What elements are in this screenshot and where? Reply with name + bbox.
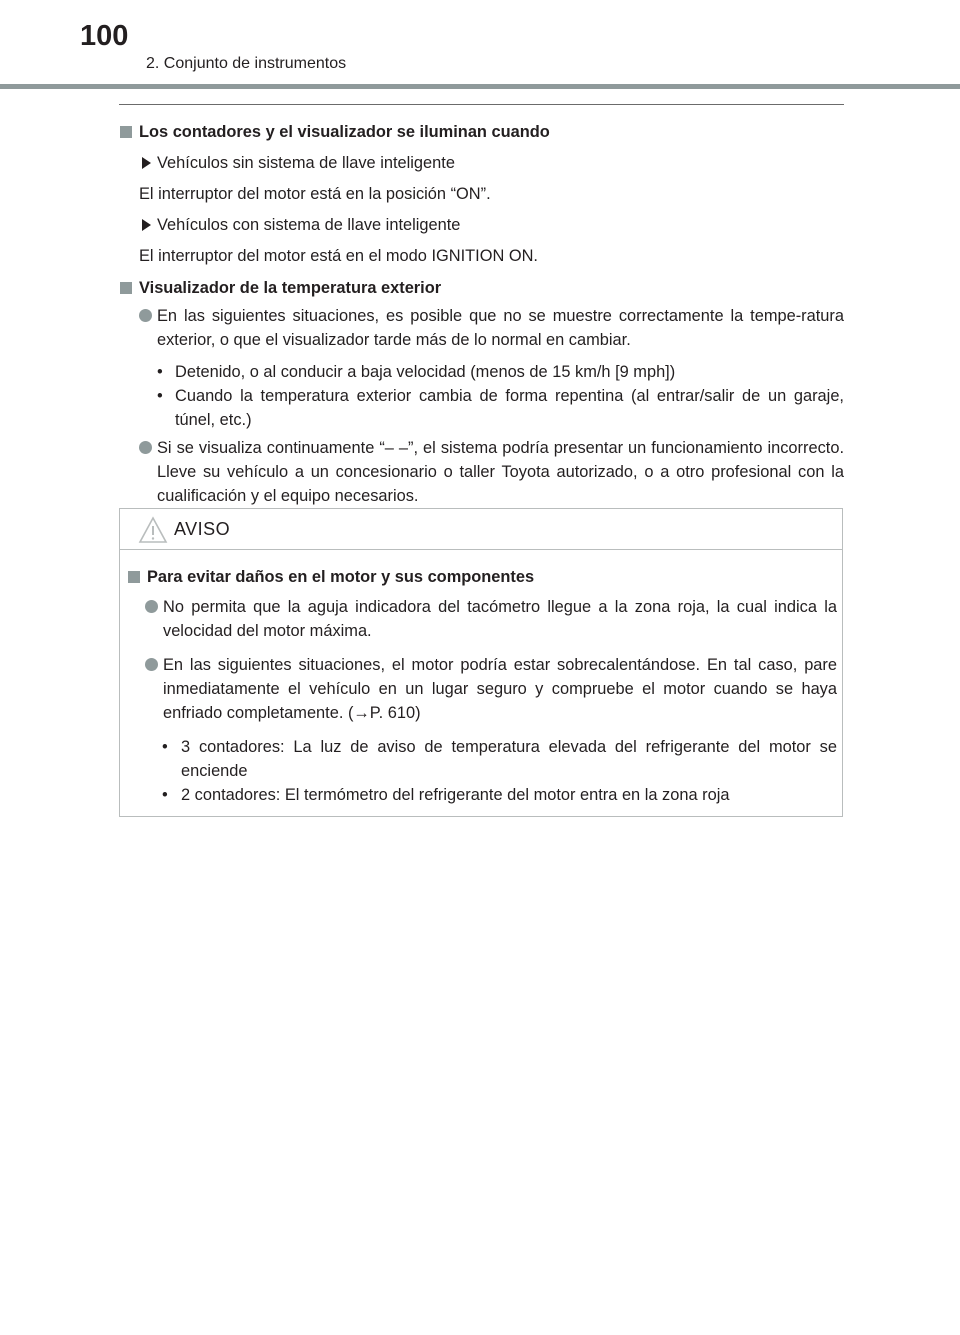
bullet-item: No permita que la aguja indicadora del tacómetro llegue a la zona roja, la cual indica la velocidad del motor máxima. [127,595,837,643]
condition-item: Vehículos con sistema de llave inteligente [119,213,844,237]
sub-bullet-marker: • [162,738,168,756]
circle-bullet-icon [145,658,158,671]
warning-body [127,565,837,807]
sub-item: • 2 contadores: El termómetro del refrigerante del motor entra en la zona roja [127,783,837,807]
triangle-right-icon [142,219,151,231]
sub-item: • Detenido, o al conducir a baja velocidad (menos de 15 km/h [9 mph]) [119,360,844,384]
warning-heading: Para evitar daños en el motor y sus componentes [127,565,837,589]
section-rule [119,104,844,105]
warning-title: AVISO [174,519,231,539]
paragraph: El interruptor del motor está en la posición “ON”. [139,185,491,203]
sub-bullet-marker: • [157,387,163,405]
chapter-title: 2. Conjunto de instrumentos [146,55,347,72]
bullet-item: En las siguientes situaciones, el motor podría estar sobrecalentándose. En tal caso, pare inmediatamente el vehículo en un lugar seguro y compruebe el motor cuando se haya enfriado completamente. (→P. 610) [127,653,837,725]
main-content [119,116,844,508]
circle-bullet-icon [145,600,158,613]
square-bullet-icon [128,571,140,583]
warning-box [119,508,843,817]
condition-item: Vehículos sin sistema de llave inteligente [119,151,844,175]
section-heading-illumination: Los contadores y el visualizador se iluminan cuando [119,120,844,144]
page-header [0,0,960,84]
paragraph: El interruptor del motor está en el modo IGNITION ON. [139,247,538,265]
bullet-item: Si se visualiza continuamente “– –”, el sistema podría presentar un funcionamiento incorrecto. Lleve su vehículo a un concesionario o taller Toyota autorizado, o a otro profesional con la cualificación y el equipo necesarios. [119,436,844,508]
warning-header [120,509,842,550]
sub-bullet-marker: • [157,363,163,381]
section-heading-outside-temp: Visualizador de la temperatura exterior [119,276,844,300]
sub-item: • Cuando la temperatura exterior cambia de forma repentina (al entrar/salir de un garaje, túnel, etc.) [119,384,844,432]
triangle-right-icon [142,157,151,169]
header-divider [0,84,960,89]
square-bullet-icon [120,282,132,294]
circle-bullet-icon [139,309,152,322]
page-number: 100 [80,20,129,52]
sub-item: • 3 contadores: La luz de aviso de temperatura elevada del refrigerante del motor se enciende [127,735,837,783]
warning-triangle-icon [138,516,168,544]
sub-bullet-marker: • [162,786,168,804]
circle-bullet-icon [139,441,152,454]
square-bullet-icon [120,126,132,138]
bullet-item: En las siguientes situaciones, es posible que no se muestre correctamente la tempe-ratura exterior, o que el visualizador tarde más de lo normal en cambiar. [119,304,844,352]
